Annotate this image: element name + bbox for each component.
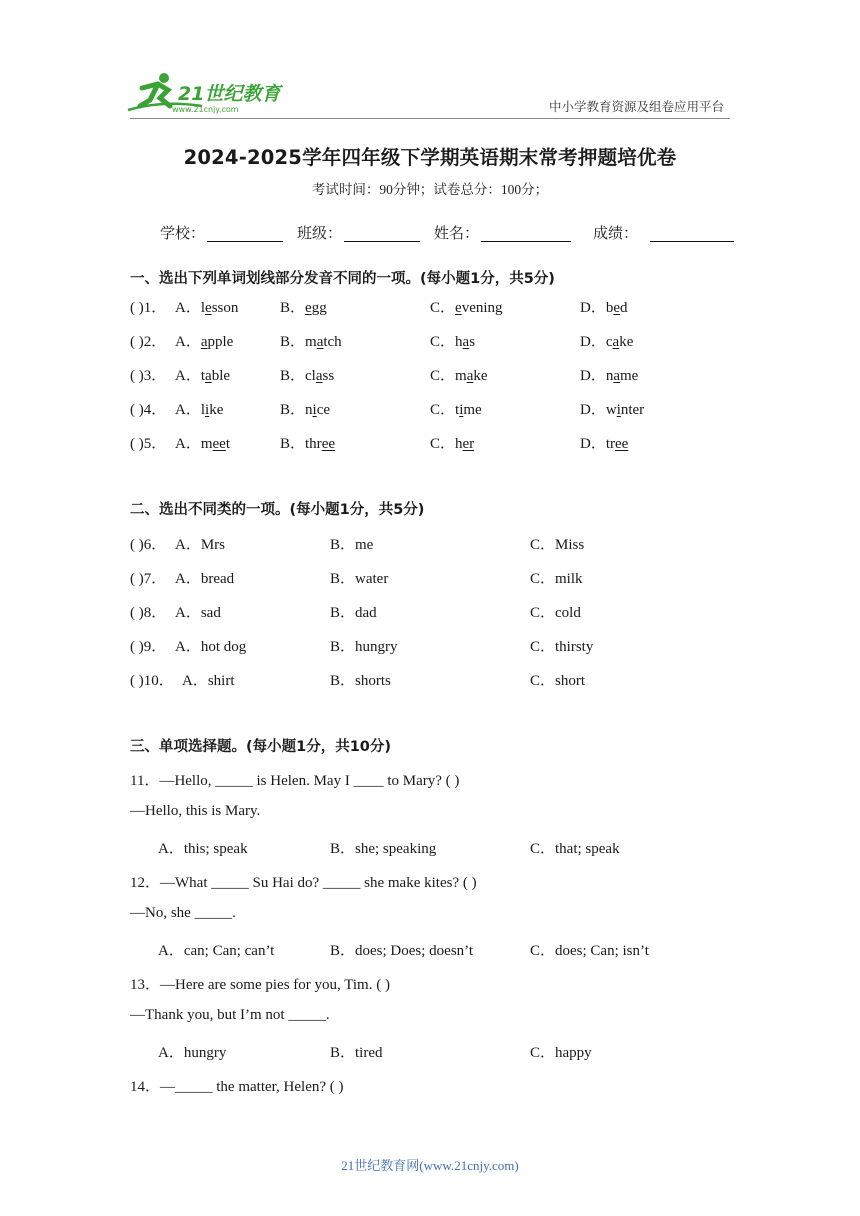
- question-row: [0, 635, 860, 655]
- option-text: thr: [305, 436, 322, 452]
- option-text: B．: [280, 300, 306, 316]
- option-text: A．: [175, 368, 201, 384]
- answer-option[interactable]: [175, 432, 230, 453]
- option-text: ke: [473, 368, 488, 384]
- option-text: m: [305, 334, 317, 350]
- option-text: pple: [207, 334, 234, 350]
- answer-option[interactable]: A．hungry: [158, 1045, 227, 1061]
- option-text: b: [605, 300, 614, 316]
- answer-option[interactable]: B．dad: [330, 605, 377, 621]
- underlined-letters: ee: [212, 436, 226, 452]
- answer-option[interactable]: [580, 364, 638, 385]
- underlined-letters: i: [459, 402, 464, 418]
- option-text: c: [605, 334, 613, 350]
- option-text: ble: [211, 368, 231, 384]
- option-text: A．: [175, 334, 201, 350]
- option-text: w: [605, 402, 617, 418]
- question-number: ( )3．: [130, 368, 167, 384]
- answer-option[interactable]: C．happy: [530, 1045, 592, 1061]
- options-row: [0, 939, 860, 959]
- options-row: [0, 837, 860, 857]
- school-blank[interactable]: [207, 225, 283, 242]
- option-text: h: [455, 334, 463, 350]
- logo-text: 21世纪教育: [178, 83, 281, 105]
- option-text: B．: [280, 436, 306, 452]
- underlined-letters: a: [205, 368, 212, 384]
- question-stem: 13．—Here are some pies for you, Tim. ( ): [130, 977, 390, 993]
- school-field[interactable]: [160, 222, 283, 243]
- answer-option[interactable]: [580, 296, 628, 317]
- underlined-letters: a: [462, 334, 470, 350]
- question-row: [0, 601, 860, 621]
- option-text: tr: [605, 436, 616, 452]
- answer-option[interactable]: C．short: [530, 673, 586, 689]
- option-text: B．: [280, 368, 306, 384]
- answer-option[interactable]: [280, 432, 335, 453]
- question-number: ( )1．: [130, 300, 167, 316]
- answer-option[interactable]: A．Mrs: [175, 537, 226, 553]
- answer-option[interactable]: [280, 364, 334, 385]
- option-text: ke: [619, 334, 634, 350]
- question-row: [0, 364, 860, 384]
- option-text: n: [305, 402, 313, 418]
- option-text: ke: [209, 402, 224, 418]
- answer-option[interactable]: A．hot dog: [175, 639, 247, 655]
- underlined-letters: a: [612, 334, 620, 350]
- option-text: D．: [580, 334, 606, 350]
- header-divider: [130, 118, 730, 119]
- footer-link[interactable]: 21世纪教育网(www.21cnjy.com): [341, 1158, 519, 1173]
- answer-option[interactable]: [430, 296, 503, 317]
- option-text: me: [620, 368, 639, 384]
- score-label: 成绩：: [593, 224, 639, 242]
- underlined-letters: a: [315, 368, 323, 384]
- class-blank[interactable]: [344, 225, 420, 242]
- question-row: [0, 296, 860, 316]
- question-number: ( )4．: [130, 402, 167, 418]
- option-text: vening: [461, 300, 503, 316]
- school-label: 学校：: [160, 224, 206, 242]
- question-row: [0, 398, 860, 418]
- exam-title: 2024-2025学年四年级下学期英语期末常考押题培优卷: [183, 146, 677, 169]
- option-text: sson: [211, 300, 239, 316]
- name-field[interactable]: [434, 222, 571, 243]
- option-text: C．: [430, 368, 456, 384]
- option-text: D．: [580, 300, 606, 316]
- option-text: d: [620, 300, 628, 316]
- answer-option[interactable]: A．can; Can; can’t: [158, 943, 275, 959]
- class-field[interactable]: [297, 222, 420, 243]
- runner-logo-icon: [122, 70, 292, 114]
- answer-option[interactable]: [175, 364, 230, 385]
- dialogue-line: —Thank you, but I’m not _____.: [130, 1007, 330, 1023]
- question-row: [0, 533, 860, 553]
- answer-option[interactable]: C．Miss: [530, 537, 585, 553]
- option-text: C．: [430, 436, 456, 452]
- option-text: n: [605, 368, 614, 384]
- underlined-letters: a: [613, 368, 621, 384]
- option-text: D．: [580, 368, 606, 384]
- answer-option[interactable]: [430, 330, 475, 351]
- platform-name: 中小学教育资源及组卷应用平台: [549, 100, 725, 114]
- answer-option[interactable]: [430, 432, 474, 453]
- option-text: A．: [175, 402, 201, 418]
- answer-option[interactable]: [430, 398, 482, 419]
- underlined-letters: ee: [321, 436, 336, 452]
- answer-option[interactable]: [280, 296, 327, 317]
- option-text: l: [200, 402, 206, 418]
- question-row: [0, 432, 860, 452]
- option-text: D．: [580, 402, 606, 418]
- question-number: ( )5．: [130, 436, 167, 452]
- answer-option[interactable]: C．milk: [530, 571, 583, 587]
- answer-option[interactable]: A．this; speak: [158, 841, 248, 857]
- question-number: ( )10．: [130, 673, 174, 689]
- class-label: 班级：: [297, 224, 343, 242]
- answer-option[interactable]: C．cold: [530, 605, 581, 621]
- question-row: [0, 330, 860, 350]
- underlined-letters: e: [455, 300, 462, 316]
- question-row: [0, 669, 860, 689]
- underlined-letters: i: [312, 402, 317, 418]
- answer-option[interactable]: A．shirt: [182, 673, 235, 689]
- answer-option[interactable]: [580, 330, 633, 351]
- section3-heading: 三、单项选择题。(每小题1分，共10分): [130, 739, 392, 755]
- answer-option[interactable]: C．that; speak: [530, 841, 620, 857]
- question-number: ( )9．: [130, 639, 167, 655]
- option-text: nter: [620, 402, 645, 418]
- score-blank[interactable]: [650, 225, 734, 242]
- question-number: ( )7．: [130, 571, 167, 587]
- option-text: A．: [175, 436, 201, 452]
- answer-option[interactable]: B．water: [330, 571, 389, 587]
- answer-option[interactable]: C．does; Can; isn’t: [530, 943, 649, 959]
- option-text: cl: [305, 368, 316, 384]
- option-text: m: [455, 368, 467, 384]
- option-text: t: [225, 436, 231, 452]
- answer-option[interactable]: [580, 398, 644, 419]
- question-stem: 11．—Hello, _____ is Helen. May I ____ to Mary? ( ): [130, 773, 460, 789]
- answer-option[interactable]: B．does; Does; doesn’t: [330, 943, 474, 959]
- student-info-row: [0, 222, 860, 244]
- option-text: h: [455, 436, 463, 452]
- site-logo: [122, 70, 292, 114]
- answer-option[interactable]: B．shorts: [330, 673, 391, 689]
- underlined-letters: a: [316, 334, 324, 350]
- options-row: [0, 1041, 860, 1061]
- option-text: B．: [280, 334, 306, 350]
- score-field[interactable]: [593, 222, 734, 243]
- answer-option[interactable]: B．me: [330, 537, 374, 553]
- answer-option[interactable]: [280, 330, 342, 351]
- section2-heading: 二、选出不同类的一项。(每小题1分，共5分): [130, 502, 425, 518]
- answer-option[interactable]: [175, 398, 223, 419]
- underlined-letters: ee: [615, 436, 629, 452]
- question-number: ( )6．: [130, 537, 167, 553]
- underlined-letters: e: [305, 300, 312, 316]
- name-blank[interactable]: [481, 225, 571, 242]
- underlined-letters: i: [205, 402, 210, 418]
- option-text: t: [200, 368, 206, 384]
- option-text: A．: [175, 300, 201, 316]
- underlined-letters: er: [462, 436, 475, 452]
- answer-option[interactable]: B．she; speaking: [330, 841, 437, 857]
- option-text: D．: [580, 436, 606, 452]
- logo-url: www.21cnjy.com: [172, 105, 239, 114]
- option-text: C．: [430, 402, 456, 418]
- option-text: gg: [311, 300, 327, 316]
- question-number: ( )2．: [130, 334, 167, 350]
- option-text: me: [463, 402, 482, 418]
- name-label: 姓名：: [434, 224, 480, 242]
- underlined-letters: e: [205, 300, 212, 316]
- answer-option[interactable]: B．hungry: [330, 639, 398, 655]
- option-text: l: [200, 300, 206, 316]
- answer-option[interactable]: [175, 330, 233, 351]
- option-text: C．: [430, 334, 456, 350]
- dialogue-line: —No, she _____.: [130, 905, 236, 921]
- section1-heading: 一、选出下列单词划线部分发音不同的一项。(每小题1分，共5分): [130, 271, 555, 287]
- option-text: C．: [430, 300, 456, 316]
- option-text: tch: [323, 334, 342, 350]
- exam-subtitle: 考试时间：90分钟；试卷总分：100分；: [311, 182, 549, 197]
- option-text: m: [200, 436, 213, 452]
- answer-option[interactable]: A．sad: [175, 605, 221, 621]
- answer-option[interactable]: A．bread: [175, 571, 235, 587]
- question-row: [0, 567, 860, 587]
- underlined-letters: a: [466, 368, 474, 384]
- underlined-letters: i: [616, 402, 621, 418]
- question-stem: 12．—What _____ Su Hai do? _____ she make kites? ( ): [130, 875, 477, 891]
- option-text: ss: [322, 368, 335, 384]
- question-stem: 14．—_____ the matter, Helen? ( ): [130, 1079, 344, 1095]
- underlined-letters: a: [200, 334, 208, 350]
- underlined-letters: e: [613, 300, 621, 316]
- answer-option[interactable]: B．tired: [330, 1045, 383, 1061]
- answer-option[interactable]: C．thirsty: [530, 639, 594, 655]
- dialogue-line: —Hello, this is Mary.: [130, 803, 261, 819]
- answer-option[interactable]: [580, 432, 628, 453]
- answer-option[interactable]: [430, 364, 488, 385]
- option-text: ce: [316, 402, 331, 418]
- answer-option[interactable]: [280, 398, 330, 419]
- option-text: B．: [280, 402, 306, 418]
- option-text: t: [455, 402, 460, 418]
- answer-option[interactable]: [175, 296, 238, 317]
- question-number: ( )8．: [130, 605, 167, 621]
- option-text: s: [469, 334, 476, 350]
